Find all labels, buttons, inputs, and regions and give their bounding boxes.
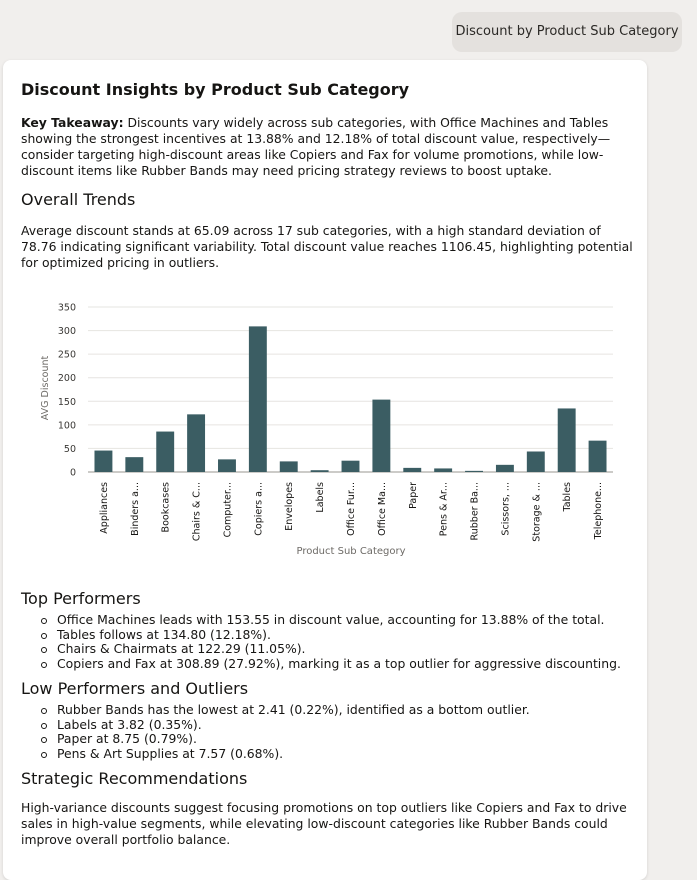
- bar: [589, 441, 607, 472]
- y-tick-label: 0: [69, 467, 76, 479]
- list-item: Copiers and Fax at 308.89 (27.92%), marking it as a top outlier for aggressive discounting.: [21, 657, 621, 672]
- list-item: Paper at 8.75 (0.79%).: [21, 732, 530, 747]
- x-tick-label: Binders a...: [129, 482, 141, 536]
- bar: [94, 451, 112, 472]
- bar: [558, 408, 576, 472]
- key-takeaway: [21, 115, 639, 179]
- low-performers-list: [21, 703, 530, 761]
- x-tick-label: Appliances: [98, 482, 110, 534]
- x-tick-label: Telephone...: [593, 482, 605, 540]
- discount-bar-chart: [3, 296, 647, 566]
- low-performers-heading: Low Performers and Outliers: [21, 679, 249, 698]
- y-tick-label: 50: [63, 443, 76, 455]
- y-tick-label: 200: [57, 373, 76, 385]
- x-tick-label: Office Fur...: [346, 482, 357, 536]
- list-item: Labels at 3.82 (0.35%).: [21, 718, 530, 733]
- key-takeaway-label: Key Takeaway:: [21, 115, 124, 130]
- x-tick-label: Paper: [407, 482, 419, 509]
- strategic-heading: Strategic Recommendations: [21, 769, 248, 788]
- x-tick-label: Copiers a...: [253, 482, 265, 536]
- key-takeaway-text: Discounts vary widely across sub categories, with Office Machines and Tables showing the strongest incentives at 13.88% and 12.18% of total discount value, respectively—consider targeting high-discount areas like Copiers and Fax for volume promotions, while low-discount items like Rubber Bands may need pricing strategy reviews to boost uptake.: [21, 115, 611, 178]
- y-tick-label: 150: [57, 396, 76, 408]
- overall-trends-heading: Overall Trends: [21, 190, 136, 209]
- x-tick-label: Tables: [562, 482, 574, 512]
- y-tick-label: 250: [57, 349, 76, 361]
- y-tick-label: 100: [57, 420, 76, 432]
- bar: [280, 461, 298, 472]
- x-tick-label: Bookcases: [160, 482, 172, 533]
- bar: [496, 465, 514, 472]
- bar: [311, 470, 329, 472]
- list-item: Tables follows at 134.80 (12.18%).: [21, 628, 621, 643]
- y-tick-label: 300: [57, 326, 76, 338]
- bar: [372, 400, 390, 472]
- topic-chip[interactable]: Discount by Product Sub Category: [452, 12, 682, 52]
- bar: [403, 468, 421, 472]
- report-title: Discount Insights by Product Sub Category: [21, 80, 410, 99]
- x-tick-label: Envelopes: [284, 482, 296, 531]
- bar: [125, 457, 143, 472]
- y-tick-label: 350: [57, 302, 76, 314]
- insights-card: [3, 60, 647, 880]
- bar: [218, 459, 236, 472]
- bar: [434, 468, 452, 472]
- x-tick-label: Office Ma...: [376, 482, 388, 536]
- x-tick-label: Scissors, ...: [500, 482, 512, 536]
- bar: [249, 326, 267, 472]
- list-item: Rubber Bands has the lowest at 2.41 (0.22%), identified as a bottom outlier.: [21, 703, 530, 718]
- x-tick-label: Labels: [315, 482, 327, 513]
- y-axis-title: AVG Discount: [40, 355, 51, 421]
- overall-trends-text: Average discount stands at 65.09 across 17 sub categories, with a high standard deviation of 78.76 indicating significant variability. Total discount value reaches 1106.45, highlighting potential for optimized pricing in outliers.: [21, 223, 633, 270]
- x-tick-label: Storage & ...: [531, 482, 543, 542]
- x-axis-title: Product Sub Category: [296, 546, 406, 557]
- x-tick-label: Rubber Ba...: [469, 482, 481, 541]
- bar: [156, 432, 174, 472]
- bar: [187, 414, 205, 472]
- x-tick-label: Pens & Ar...: [438, 482, 450, 537]
- bar: [527, 451, 545, 472]
- x-tick-label: Chairs & C...: [191, 482, 203, 542]
- x-tick-label: Computer...: [222, 482, 234, 538]
- bar: [342, 461, 360, 472]
- bar: [465, 471, 483, 472]
- top-performers-list: [21, 613, 621, 671]
- list-item: Pens & Art Supplies at 7.57 (0.68%).: [21, 747, 530, 762]
- list-item: Office Machines leads with 153.55 in discount value, accounting for 13.88% of the total.: [21, 613, 621, 628]
- list-item: Chairs & Chairmats at 122.29 (11.05%).: [21, 642, 621, 657]
- strategic-text: High-variance discounts suggest focusing promotions on top outliers like Copiers and Fax to drive sales in high-value segments, while elevating low-discount categories like Rubber Bands could improve overall portfolio balance.: [21, 800, 627, 847]
- top-performers-heading: Top Performers: [21, 589, 141, 608]
